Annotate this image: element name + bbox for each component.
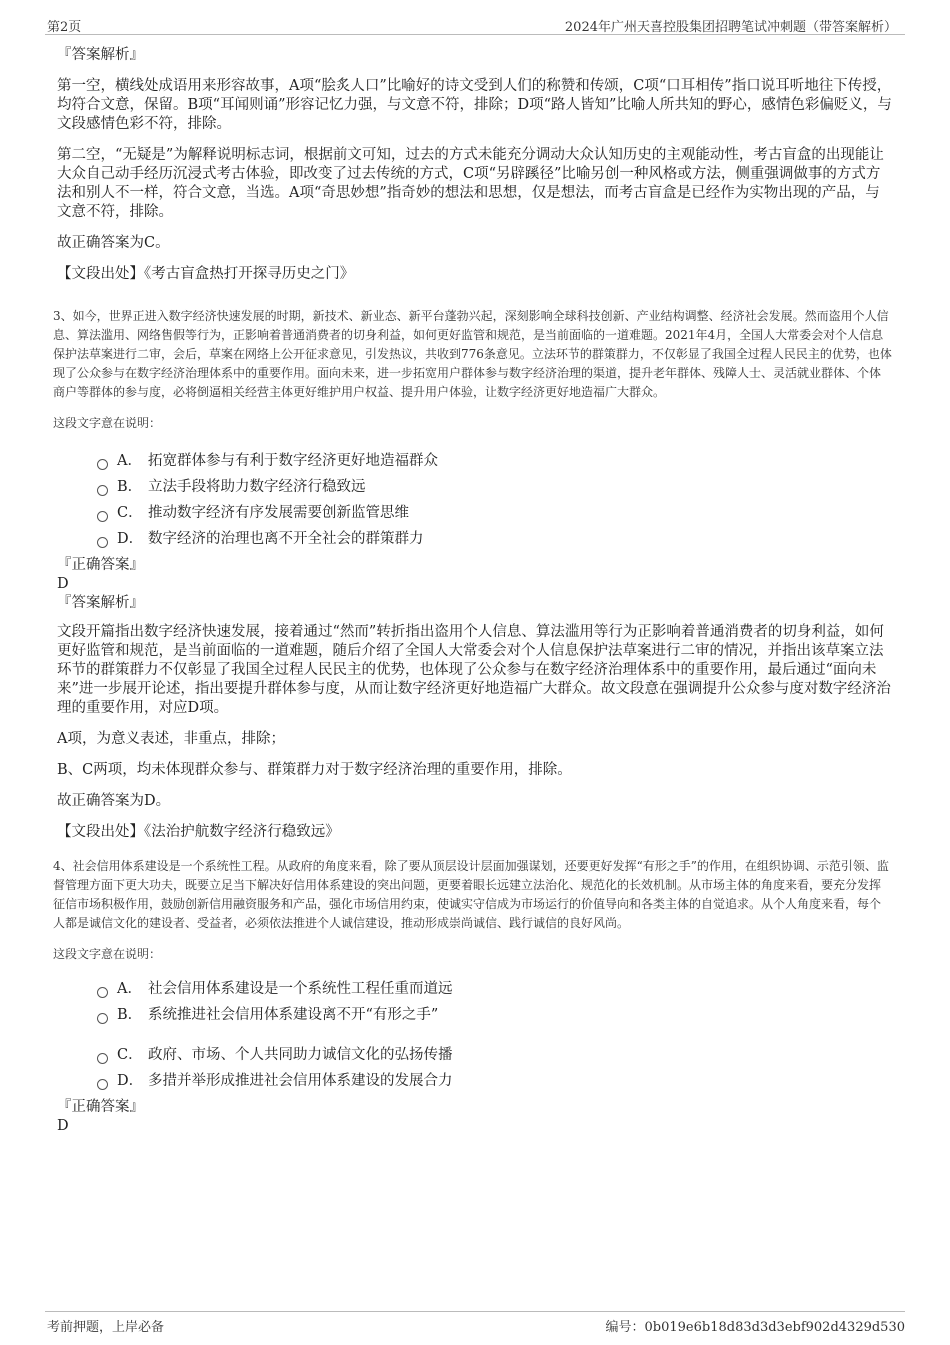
document-title: 2024年广州天喜控股集团招聘笔试冲刺题（带答案解析） bbox=[564, 20, 897, 35]
option-d[interactable]: D． 数字经济的治理也离不开全社会的群策群力 bbox=[97, 526, 892, 552]
option-c[interactable]: C． 推动数字经济有序发展需要创新监管思维 bbox=[97, 500, 892, 526]
answer-value: D bbox=[57, 576, 69, 592]
option-b[interactable]: B． 系统推进社会信用体系建设离不开“有形之手” bbox=[97, 1002, 892, 1028]
analysis-paragraph: 第二空，“无疑是”为解释说明标志词，根据前文可知，过去的方式未能充分调动大众认知历史的主观能动性，考古盲盒的出现能让大众自己动手经历沉浸式考古体验，即改变了过去传统的方式，C项“另辟蹊径”比喻另创一种风格或方法，侧重强调做事的方式方法和别人不一样，符合文意，当选。A项“奇思妙想”指奇妙的想法和思想，仅是想法，而考古盲盒是已经作为实物出现的产品，与文意不符，排除。 bbox=[57, 147, 884, 220]
radio-icon[interactable] bbox=[97, 511, 108, 522]
question-stem: 4、社会信用体系建设是一个系统性工程。从政府的角度来看，除了要从顶层设计层面加强谋划，还要更好发挥“有形之手”的作用，在组织协调、示范引领、监督管理方面下更大功夫，既要立足当下解决好信用体系建设的突出问题，更要着眼长远建立法治化、规范化的长效机制。从市场主体的角度来看，要充分发挥征信市场积极作用，鼓励创新信用融资服务和产品，强化市场信用约束，使诚实守信成为市场运行的价值导向和各类主体的自觉追求。从个人角度来看，每个人都是诚信文化的建设者、受益者，必须依法推进个人诚信建设，推动形成崇尚诚信、践行诚信的良好风尚。 bbox=[53, 859, 889, 930]
option-list bbox=[97, 976, 892, 1094]
page-header bbox=[45, 14, 905, 35]
analysis-note: B、C两项，均未体现群众参与、群策群力对于数字经济治理的重要作用，排除。 bbox=[57, 762, 572, 778]
analysis-paragraph: 第一空，横线处成语用来形容故事，A项“脍炙人口”比喻好的诗文受到人们的称赞和传颂，C项“口耳相传”指口说耳听地往下传授，均符合文意，保留。B项“耳闻则诵”形容记忆力强，与文意不符，排除；D项“路人皆知”比喻人所共知的野心，感情色彩偏贬义，与文段感情色彩不符，排除。 bbox=[57, 78, 892, 132]
option-a[interactable]: A． 社会信用体系建设是一个系统性工程任重而道远 bbox=[97, 976, 892, 1002]
analysis-note: A项，为意义表述，非重点，排除； bbox=[57, 731, 285, 747]
radio-icon[interactable] bbox=[97, 1013, 108, 1024]
analysis-label: 『答案解析』 bbox=[57, 47, 144, 63]
option-d[interactable]: D． 多措并举形成推进社会信用体系建设的发展合力 bbox=[97, 1068, 892, 1094]
analysis-conclusion: 故正确答案为C。 bbox=[57, 235, 170, 251]
radio-icon[interactable] bbox=[97, 1053, 108, 1064]
page-number: 第2页 bbox=[47, 20, 82, 35]
radio-icon[interactable] bbox=[97, 459, 108, 470]
question-prompt: 这段文字意在说明： bbox=[53, 416, 162, 430]
option-b[interactable]: B． 立法手段将助力数字经济行稳致远 bbox=[97, 474, 892, 500]
footer-slogan: 考前押题，上岸必备 bbox=[47, 1320, 165, 1335]
option-list bbox=[97, 448, 892, 552]
radio-icon[interactable] bbox=[97, 485, 108, 496]
source-citation: 【文段出处】《法治护航数字经济行稳致远》 bbox=[57, 824, 340, 840]
radio-icon[interactable] bbox=[97, 1079, 108, 1090]
option-a[interactable]: A． 拓宽群体参与有利于数字经济更好地造福群众 bbox=[97, 448, 892, 474]
question-stem: 3、如今，世界正进入数字经济快速发展的时期，新技术、新业态、新平台蓬勃兴起，深刻影响全球科技创新、产业结构调整、经济社会发展。然而盗用个人信息、算法滥用、网络售假等行为，正影响着普通消费者的切身利益，如何更好监管和规范，是当前面临的一道难题。2021年4月，全国人大常委会对个人信息保护法草案进行二审，会后，草案在网络上公开征求意见，引发热议，共收到776条意见。立法环节的群策群力，不仅彰显了我国全过程人民民主的优势，也体现了公众参与在数字经济治理体系中的重要作用。面向未来，进一步拓宽用户群体参与数字经济治理的渠道，提升老年群体、残障人士、灵活就业群体、个体商户等群体的参与度，必将倒逼相关经营主体更好维护用户权益、提升用户体验，让数字经济更好地造福广大群众。 bbox=[53, 309, 892, 399]
answer-value: D bbox=[57, 1118, 69, 1134]
document-id: 编号：0b019e6b18d83d3d3ebf902d4329d530 bbox=[605, 1320, 905, 1335]
analysis-paragraph: 文段开篇指出数字经济快速发展，接着通过“然而”转折指出盗用个人信息、算法滥用等行为正影响着普通消费者的切身利益，如何更好监管和规范，是当前面临的一道难题，随后介绍了全国人大常委会对个人信息保护法草案进行二审的情况，并指出该草案立法环节的群策群力不仅彰显了我国全过程人民民主的优势，也体现了公众参与在数字经济治理体系中的重要作用，最后通过“面向未来”进一步展开论述，指出要提升群体参与度，从而让数字经济更好地造福广大群众。故文段意在强调提升公众参与度对数字经济治理的重要作用，对应D项。 bbox=[57, 624, 891, 716]
answer-label: 『正确答案』 bbox=[57, 557, 144, 573]
question-prompt: 这段文字意在说明： bbox=[53, 947, 162, 961]
page-footer bbox=[45, 1311, 905, 1334]
analysis-conclusion: 故正确答案为D。 bbox=[57, 793, 171, 809]
document-body bbox=[53, 46, 892, 1136]
answer-label: 『正确答案』 bbox=[57, 1099, 144, 1115]
radio-icon[interactable] bbox=[97, 987, 108, 998]
option-c[interactable]: C． 政府、市场、个人共同助力诚信文化的弘扬传播 bbox=[97, 1042, 892, 1068]
source-citation: 【文段出处】《考古盲盒热打开探寻历史之门》 bbox=[57, 266, 355, 282]
radio-icon[interactable] bbox=[97, 537, 108, 548]
analysis-label: 『答案解析』 bbox=[57, 595, 144, 611]
